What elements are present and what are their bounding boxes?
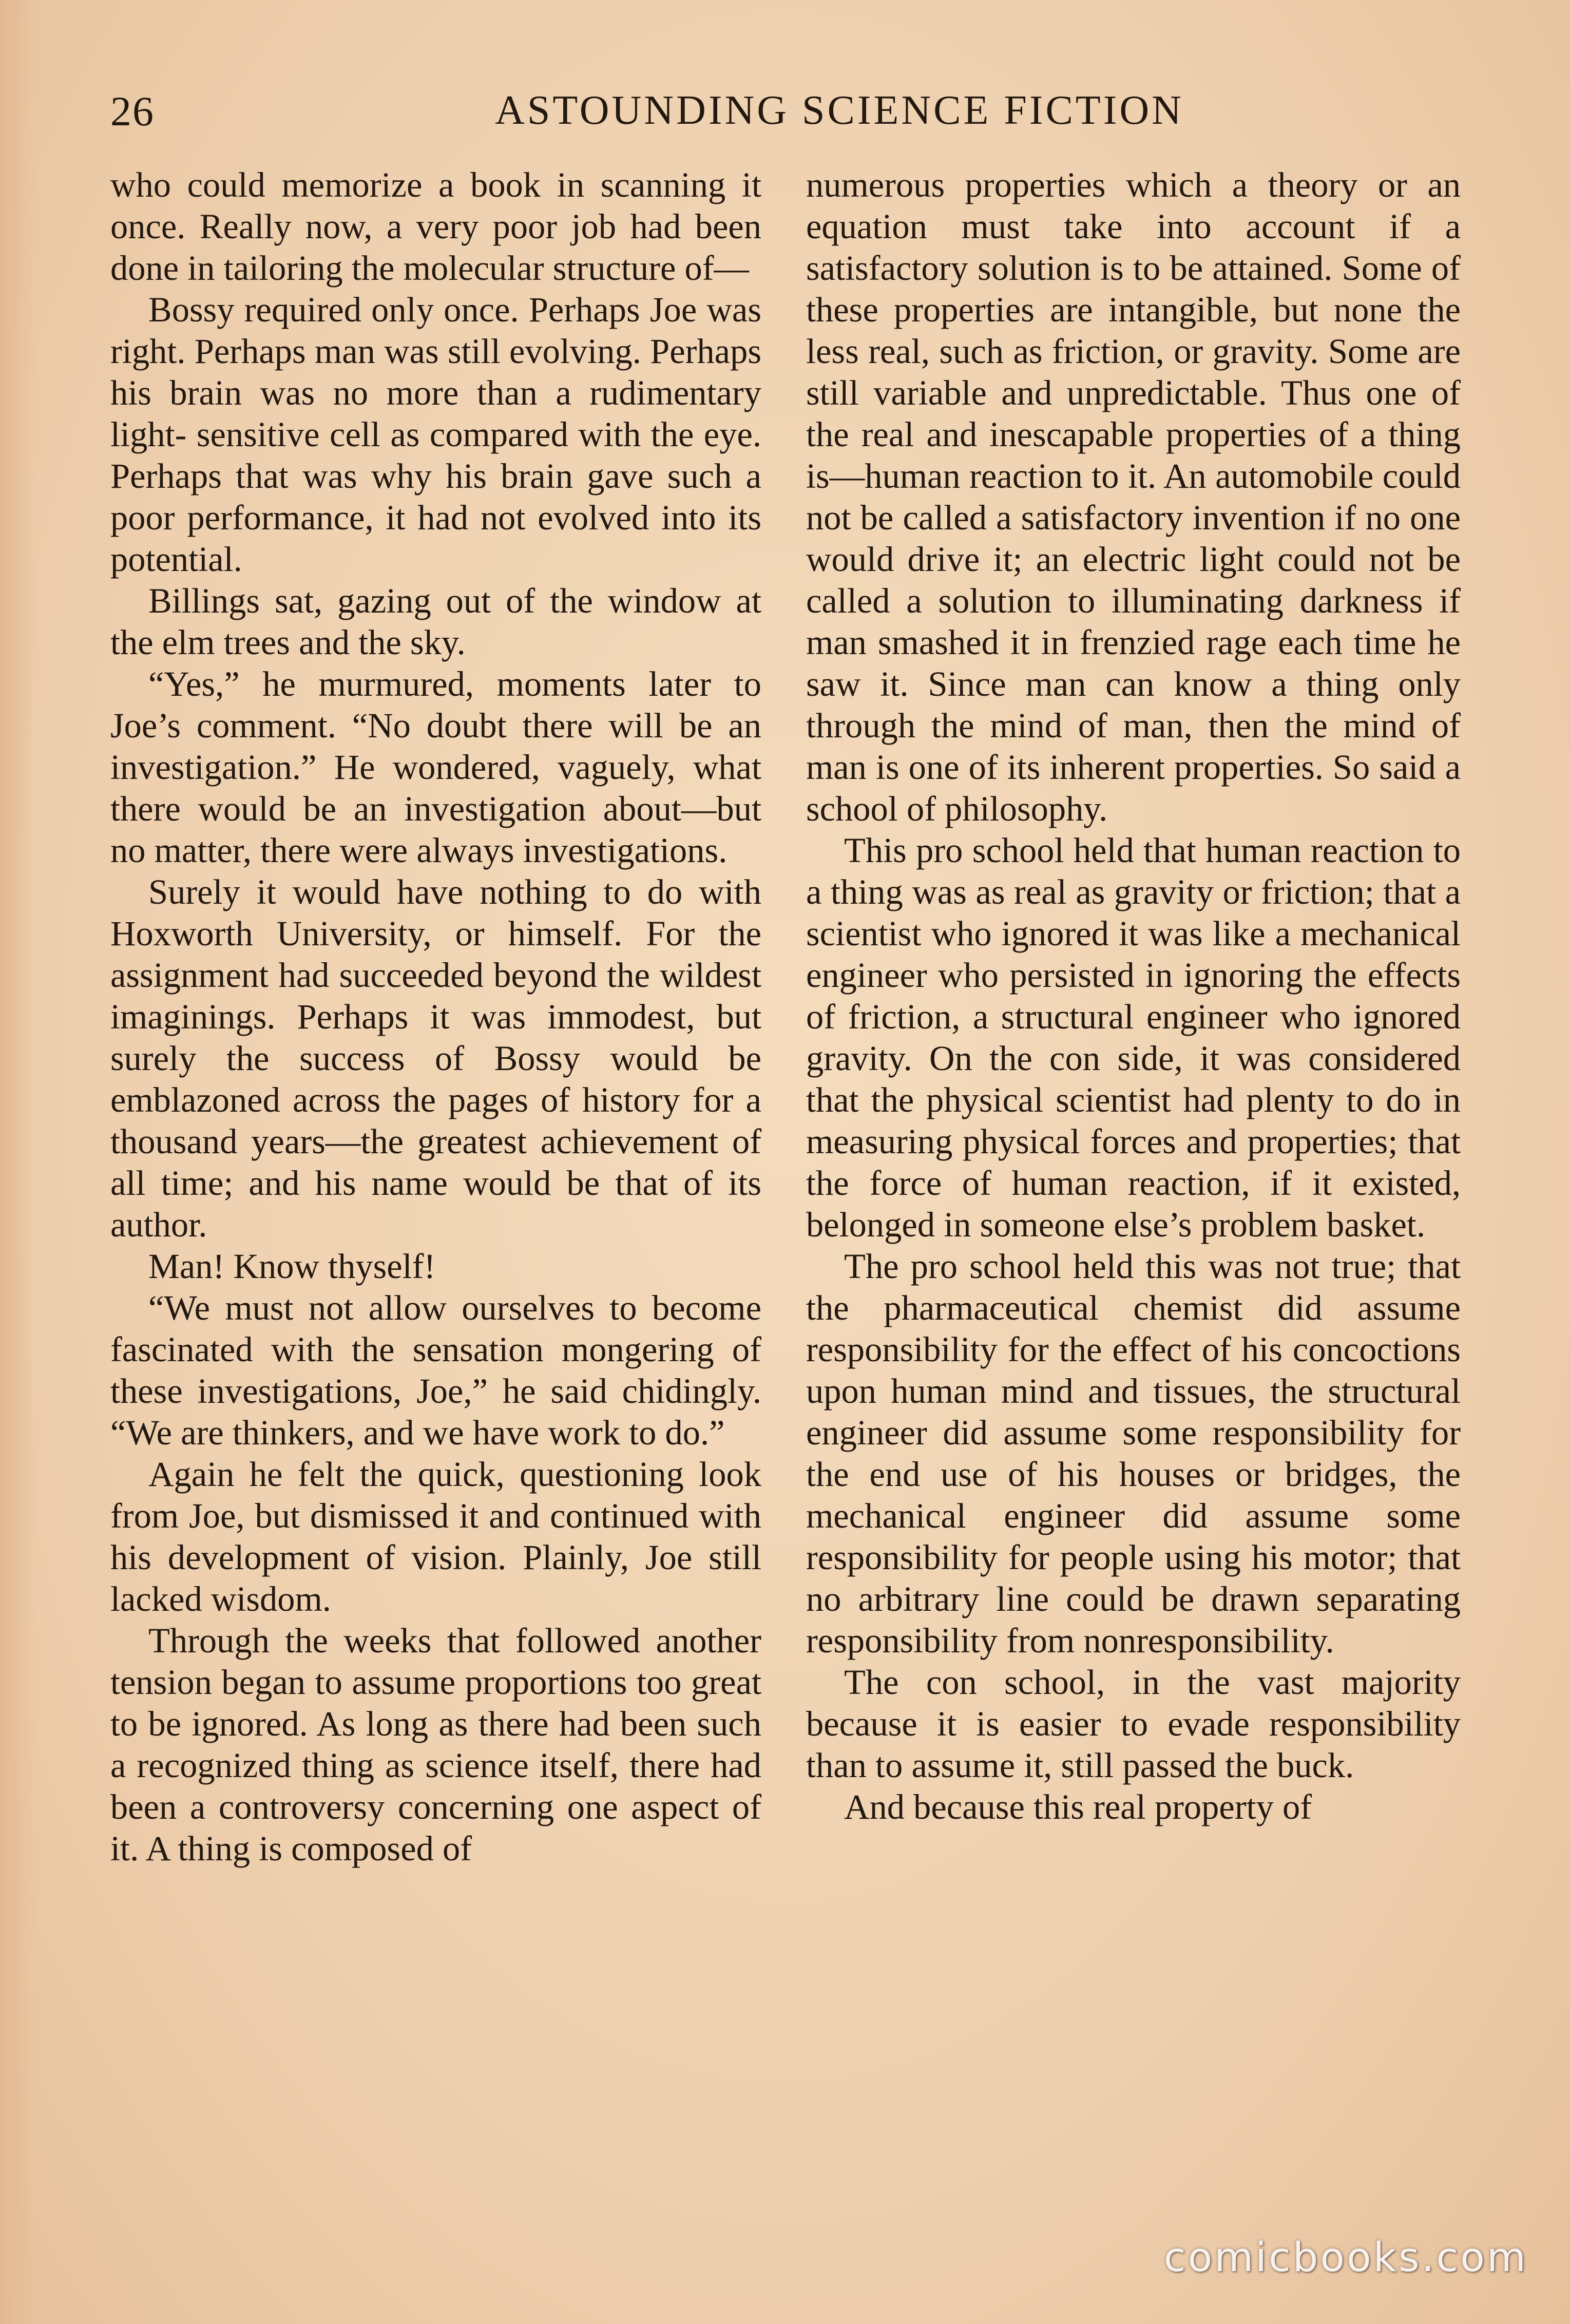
paragraph: numerous properties which a theory or an equation must take into account if a satisfactory solution is to be attained. Some of these properties are intangible, but none the less real, such as friction, or gravity. Some are still variable and unpredictable. Thus one of the real and inescapable properties of a thing is—human reaction to it. An automobile could not be called a satisfactory invention if no one would drive it; an electric light could not be called a solution to illuminating darkness if man smashed it in frenzied rage each time he saw it. Since man can know a thing only through the mind of man, then the mind of man is one of its inherent properties. So said a school of philosophy.: [806, 165, 1461, 828]
paragraph: This pro school held that human reaction to a thing was as real as gravity or friction; that a scientist who ignored it was like a mechanical engineer who persisted in ignoring the effects of friction, a structural engineer who ignored gravity. On the con side, it was considered that the physical scientist had plenty to do in measuring physical forces and properties; that the force of human reaction, if it existed, belonged in someone else’s problem basket.: [806, 831, 1461, 1244]
paragraph: Bossy required only once. Perhaps Joe was right. Perhaps man was still evolving. Perhaps his brain was no more than a rudimentary light- sensitive cell as compared with the eye. Perhaps that was why his brain gave such a poor performance, it had not evolved into its potential.: [110, 290, 761, 579]
paragraph: Billings sat, gazing out of the window at the elm trees and the sky.: [110, 581, 761, 662]
paragraph: And because this real property of: [844, 1787, 1312, 1826]
paragraph: Again he felt the quick, questioning look from Joe, but dismissed it and continued with his development of vision. Plainly, Joe still lacked wisdom.: [110, 1455, 761, 1618]
page-number: 26: [110, 88, 155, 135]
paragraph: “We must not allow ourselves to become fascinated with the sensation mongering of these investigations, Joe,” he said chidingly. “We are thinkers, and we have work to do.”: [110, 1288, 761, 1452]
paragraph: The pro school held this was not true; that the pharmaceutical chemist did assume responsibility for the effect of his concoctions upon human mind and tissues, the structural engineer did assume some responsibility for the end use of his houses or bridges, the mechanical engineer did assume some responsibility for people using his motor; that no arbitrary line could be drawn separating responsibility from nonresponsibility.: [806, 1247, 1461, 1660]
paragraph: who could memorize a book in scanning it once. Really now, a very poor job had been done in tailoring the molecular structure of—: [110, 165, 761, 288]
paragraph: The con school, in the vast majority because it is easier to evade responsibility than to assume it, still passed the buck.: [806, 1663, 1461, 1785]
left-column: [110, 164, 761, 1870]
page-edge-shadow: [0, 0, 36, 2324]
paragraph: “Yes,” he murmured, moments later to Joe’s comment. “No doubt there will be an investigation.” He wondered, vaguely, what there would be an investigation about—but no matter, there were always investigations.: [110, 664, 761, 870]
watermark: comicbooks.com: [1163, 2235, 1528, 2281]
paragraph: Man! Know thyself!: [148, 1247, 436, 1286]
page-header: [110, 87, 1461, 144]
running-head: ASTOUNDING SCIENCE FICTION: [495, 88, 1184, 133]
paragraph: Through the weeks that followed another tension began to assume proportions too great to be ignored. As long as there had been such a recognized thing as science itself, there had been a controversy concerning one aspect of it. A thing is composed of: [110, 1621, 761, 1868]
right-column: [806, 164, 1461, 1828]
paragraph: Surely it would have nothing to do with Hoxworth University, or himself. For the assignment had succeeded beyond the wildest imaginings. Perhaps it was immodest, but surely the success of Bossy would be emblazoned across the pages of history for a thousand years—the greatest achievement of all time; and his name would be that of its author.: [110, 872, 761, 1244]
